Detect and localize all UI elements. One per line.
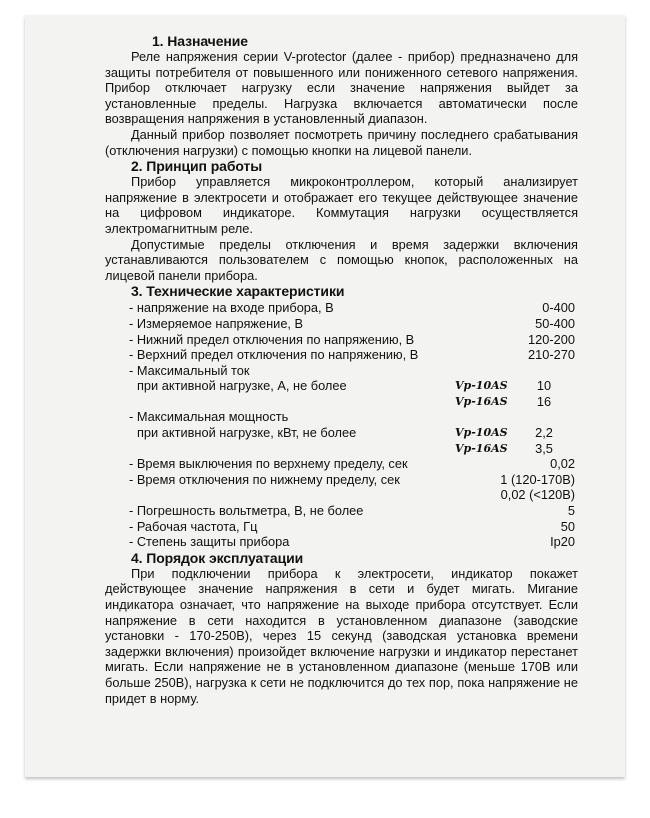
spec-label: - Нижний предел отключения по напряжению, В (129, 331, 415, 347)
section-2-paragraph-2: Допустимые пределы отключения и время задержки включения устанавливаются пользователем с помощью кнопок, расположенных на лицевой панели прибора. (105, 236, 578, 283)
section-3-title: 3. Технические характеристики (131, 283, 345, 300)
spec-value: 50 (560, 518, 575, 534)
spec-value: 5 (567, 503, 575, 519)
spec-value: 50-400 (535, 315, 575, 331)
spec-row (105, 378, 578, 394)
document-page (25, 15, 625, 777)
spec-label: - Погрешность вольтметра, В, не более (129, 503, 364, 519)
spec-value: 10 (536, 378, 552, 394)
spec-value: 0,02 (550, 456, 575, 472)
spec-label: - Время отключения по нижнему пределу, сек (129, 471, 400, 487)
section-2-paragraph-1: Прибор управляется микроконтроллером, который анализирует напряжение в электросети и отображает его текущее действующее значение на цифровом индикаторе. Коммутация нагрузки осуществляется электромагнитным реле. (105, 174, 578, 236)
spec-value: 1 (120-170В) (500, 471, 575, 487)
section-1-paragraph-2: Данный прибор позволяет посмотреть причину последнего срабатывания (отключения нагрузки) с помощью кнопки на лицевой панели. (105, 126, 578, 158)
spec-model: Vp-10AS (455, 379, 508, 393)
section-4-title: 4. Порядок эксплуатации (131, 549, 304, 566)
spec-label: - Максимальный ток (129, 362, 250, 378)
spec-row (105, 519, 578, 535)
spec-row (105, 472, 578, 488)
spec-row (105, 409, 578, 425)
spec-label: - Максимальная мощность (129, 409, 289, 425)
spec-label: при активной нагрузке, кВт, не более (137, 425, 357, 441)
spec-value: 3,5 (535, 440, 553, 456)
spec-row (105, 456, 578, 472)
spec-row (105, 300, 578, 316)
spec-row (105, 534, 578, 550)
spec-row (105, 316, 578, 332)
spec-row (105, 394, 578, 410)
spec-label: - напряжение на входе прибора, В (129, 300, 334, 316)
spec-row (105, 332, 578, 348)
section-1-title: 1. Назначение (152, 33, 248, 49)
spec-value: 210-270 (528, 347, 575, 363)
document-content (105, 33, 578, 706)
spec-label: при активной нагрузке, А, не более (137, 378, 347, 394)
spec-label: - Степень защиты прибора (129, 534, 290, 550)
spec-model: Vp-16AS (455, 394, 508, 408)
spec-label: - Время выключения по верхнему пределу, сек (129, 456, 408, 472)
spec-row (105, 363, 578, 379)
spec-row (105, 503, 578, 519)
section-2-title: 2. Принцип работы (131, 158, 263, 175)
spec-value: 0,02 (<120В) (500, 487, 575, 503)
spec-model: Vp-16AS (455, 441, 508, 455)
spec-row (105, 347, 578, 363)
spec-value: 2,2 (535, 425, 553, 441)
spec-label: - Верхний предел отключения по напряжению, В (129, 347, 419, 363)
spec-model: Vp-10AS (455, 426, 508, 440)
spec-value: 120-200 (528, 331, 575, 347)
spec-row (105, 487, 578, 503)
spec-label: - Измеряемое напряжение, В (129, 315, 304, 331)
spec-row (105, 425, 578, 441)
spec-row (105, 441, 578, 457)
spec-value: Ip20 (550, 534, 575, 550)
specs-table (105, 300, 578, 550)
spec-label: - Рабочая частота, Гц (129, 518, 258, 534)
spec-value: 16 (536, 393, 552, 409)
section-1-paragraph-1: Реле напряжения серии V-protector (далее - прибор) предназначено для защиты потребителя от повышенного или пониженного сетевого напряжения. Прибор отключает нагрузку если значение напряжения выйдет за установленные пределы. Нагрузка включается автоматически после возвращения напряжения в установленный диапазон. (105, 49, 578, 127)
section-4-paragraph-1: При подключении прибора к электросети, индикатор покажет действующее значение напряжения в сети и будет мигать. Мигание индикатора означает, что напряжение на выходе прибора отсутствует. Если напряжение в сети находится в установленном диапазоне (заводские установки - 170-250В), через 15 секунд (заводская установка времени задержки включения) произойдет включение нагрузки и индикатор перестанет мигать. Если напряжение не в установленном диапазоне (меньше 170В или больше 250В), нагрузка к сети не подключится до тех пор, пока напряжение не придет в норму. (105, 565, 578, 706)
spec-value: 0-400 (542, 300, 575, 316)
